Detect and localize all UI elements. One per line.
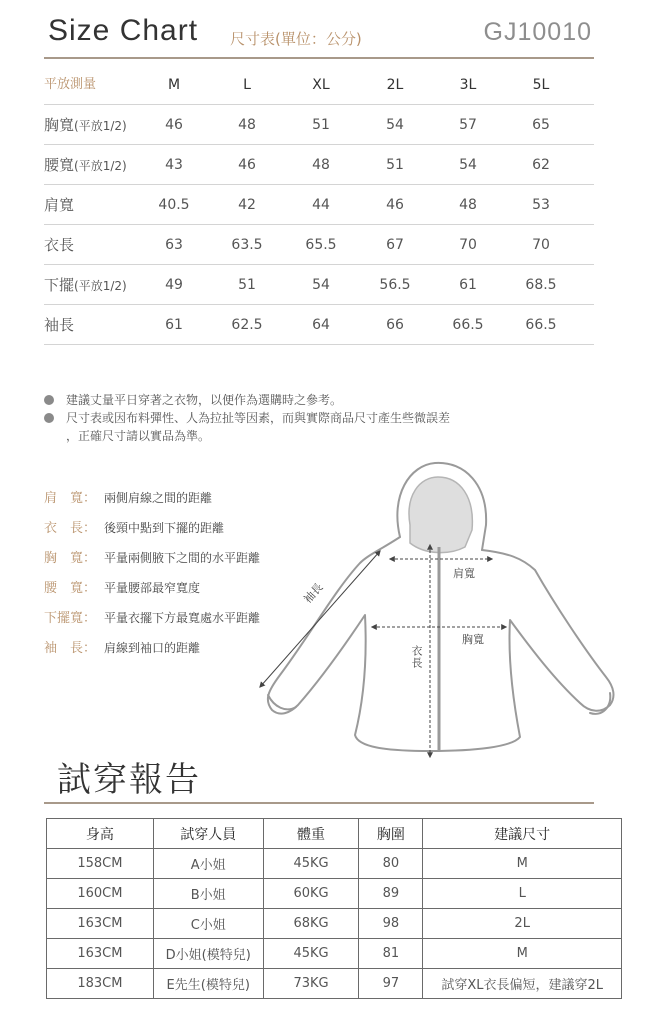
size-value: 46: [165, 117, 183, 133]
size-value: 46: [386, 197, 404, 213]
try-on-cell: 45KG: [263, 849, 359, 879]
size-table-row: [44, 305, 594, 345]
size-value: 54: [312, 277, 330, 293]
measure-note: (平放1/2): [74, 159, 127, 173]
bullet-icon: [44, 395, 54, 405]
try-on-cell: M: [423, 849, 622, 879]
definition-term: 下擺寬：: [44, 611, 97, 626]
size-value: 48: [312, 157, 330, 173]
measure-name: 腰寬: [44, 156, 75, 174]
measure-note: (平放1/2): [74, 279, 127, 293]
try-on-cell: 163CM: [47, 909, 154, 939]
sleeve-length-label: 袖長: [301, 580, 326, 606]
size-value: 66.5: [525, 317, 557, 333]
size-table-row: [44, 225, 594, 265]
measure-label: [44, 305, 74, 345]
try-on-cell: 98: [359, 909, 423, 939]
column-header: 建議尺寸: [423, 819, 622, 849]
size-value: 64: [312, 317, 330, 333]
size-value: 57: [459, 117, 477, 133]
try-on-table: [46, 818, 622, 999]
size-value: 70: [459, 237, 477, 253]
size-value: 43: [165, 157, 183, 173]
measure-name: 衣長: [44, 236, 75, 254]
measure-label: [44, 145, 127, 185]
try-on-row: [47, 879, 622, 909]
report-divider: [44, 802, 594, 804]
try-on-cell: 80: [359, 849, 423, 879]
size-header: 3L: [459, 77, 477, 93]
body-length-label: 衣長: [410, 645, 423, 669]
measure-name: 下擺: [44, 276, 75, 294]
measure-name: 胸寬: [44, 116, 75, 134]
size-value: 62: [532, 157, 550, 173]
definition-desc: 兩側肩線之間的距離: [104, 491, 213, 505]
try-on-cell: 45KG: [263, 939, 359, 969]
size-value: 61: [165, 317, 183, 333]
column-header: 體重: [263, 819, 359, 849]
size-value: 67: [386, 237, 404, 253]
definition-term: 袖 長：: [44, 641, 97, 656]
size-table-row: [44, 105, 594, 145]
definition-desc: 平量腰部最窄寬度: [104, 581, 201, 595]
try-on-cell: A小姐: [153, 849, 263, 879]
size-value: 53: [532, 197, 550, 213]
size-header: M: [167, 77, 181, 93]
size-value: 63: [165, 237, 183, 253]
measure-label: [44, 105, 127, 145]
left-cuff: [268, 695, 296, 709]
definition-term: 腰 寬：: [44, 581, 97, 596]
size-value: 54: [386, 117, 404, 133]
measure-header-label: 平放測量: [44, 77, 97, 92]
size-value: 48: [238, 117, 256, 133]
try-on-header-row: [47, 819, 622, 849]
try-on-cell: 163CM: [47, 939, 154, 969]
measure-name: 袖長: [44, 316, 75, 334]
note-item: [44, 410, 604, 426]
try-on-cell: E先生(模特兒): [153, 969, 263, 999]
size-table-header: [44, 65, 594, 105]
try-on-cell: 試穿XL衣長偏短，建議穿2L: [423, 969, 622, 999]
size-table-row: [44, 145, 594, 185]
jacket-illustration: [250, 455, 630, 765]
definition-desc: 平量衣擺下方最寬處水平距離: [104, 611, 261, 625]
definition-term: 胸 寬：: [44, 551, 97, 566]
size-value: 63.5: [231, 237, 263, 253]
page-title: Size Chart: [48, 14, 199, 47]
try-on-cell: 2L: [423, 909, 622, 939]
definition-desc: 後頸中點到下擺的距離: [104, 521, 225, 535]
try-on-cell: 73KG: [263, 969, 359, 999]
size-value: 70: [532, 237, 550, 253]
size-value: 65.5: [305, 237, 337, 253]
shoulder-width-label: 肩寬: [453, 567, 475, 580]
try-on-cell: 81: [359, 939, 423, 969]
size-value: 51: [312, 117, 330, 133]
size-value: 40.5: [158, 197, 190, 213]
note-continuation: ，正確尺寸請以實品為準。: [66, 429, 211, 443]
size-value: 68.5: [525, 277, 557, 293]
try-on-row: [47, 909, 622, 939]
size-table-row: [44, 185, 594, 225]
size-value: 54: [459, 157, 477, 173]
hood-inner: [409, 477, 472, 553]
size-value: 62.5: [231, 317, 263, 333]
size-header: 5L: [532, 77, 550, 93]
size-table: [44, 65, 594, 345]
size-table-row: [44, 265, 594, 305]
unit-subtitle: 尺寸表(單位：公分): [230, 30, 362, 48]
definition-desc: 平量兩側腋下之間的水平距離: [104, 551, 261, 565]
chest-width-label: 胸寬: [462, 633, 484, 646]
jacket-outline: [268, 537, 614, 751]
column-header: 試穿人員: [153, 819, 263, 849]
column-header: 胸圍: [359, 819, 423, 849]
try-on-cell: L: [423, 879, 622, 909]
jacket-diagram: [250, 455, 630, 765]
size-value: 66: [386, 317, 404, 333]
size-header: 2L: [386, 77, 404, 93]
try-on-cell: 160CM: [47, 879, 154, 909]
try-on-cell: 89: [359, 879, 423, 909]
try-on-cell: 68KG: [263, 909, 359, 939]
definition-desc: 肩線到袖口的距離: [104, 641, 201, 655]
try-on-cell: 60KG: [263, 879, 359, 909]
measure-name: 肩寬: [44, 196, 75, 214]
product-code: GJ10010: [483, 18, 592, 46]
size-value: 65: [532, 117, 550, 133]
try-on-cell: 158CM: [47, 849, 154, 879]
measure-label: [44, 265, 127, 305]
definition-term: 肩 寬：: [44, 491, 97, 506]
size-value: 46: [238, 157, 256, 173]
size-value: 42: [238, 197, 256, 213]
try-on-row: [47, 849, 622, 879]
notes: [44, 392, 604, 444]
measure-note: (平放1/2): [74, 119, 127, 133]
definition-term: 衣 長：: [44, 521, 97, 536]
size-header: XL: [312, 77, 330, 93]
header-divider: [44, 57, 594, 59]
size-value: 48: [459, 197, 477, 213]
note-text: 建議丈量平日穿著之衣物，以便作為選購時之參考。: [66, 393, 343, 407]
try-on-cell: M: [423, 939, 622, 969]
size-value: 56.5: [379, 277, 411, 293]
try-on-cell: 97: [359, 969, 423, 999]
note-item: [44, 392, 604, 408]
column-header: 身高: [47, 819, 154, 849]
size-value: 49: [165, 277, 183, 293]
bullet-icon: [44, 413, 54, 423]
size-header: L: [243, 77, 251, 93]
try-on-cell: B小姐: [153, 879, 263, 909]
size-value: 66.5: [452, 317, 484, 333]
size-value: 61: [459, 277, 477, 293]
size-value: 51: [386, 157, 404, 173]
report-title: 試穿報告: [57, 760, 201, 800]
try-on-cell: D小姐(模特兒): [153, 939, 263, 969]
try-on-row: [47, 939, 622, 969]
size-value: 44: [312, 197, 330, 213]
try-on-cell: C小姐: [153, 909, 263, 939]
try-on-cell: 183CM: [47, 969, 154, 999]
try-on-row: [47, 969, 622, 999]
header: [44, 14, 594, 58]
measure-label: [44, 185, 74, 225]
size-value: 51: [238, 277, 256, 293]
measure-label: [44, 225, 74, 265]
note-text: 尺寸表或因布料彈性、人為拉扯等因素，而與實際商品尺寸產生些微誤差: [66, 411, 451, 425]
